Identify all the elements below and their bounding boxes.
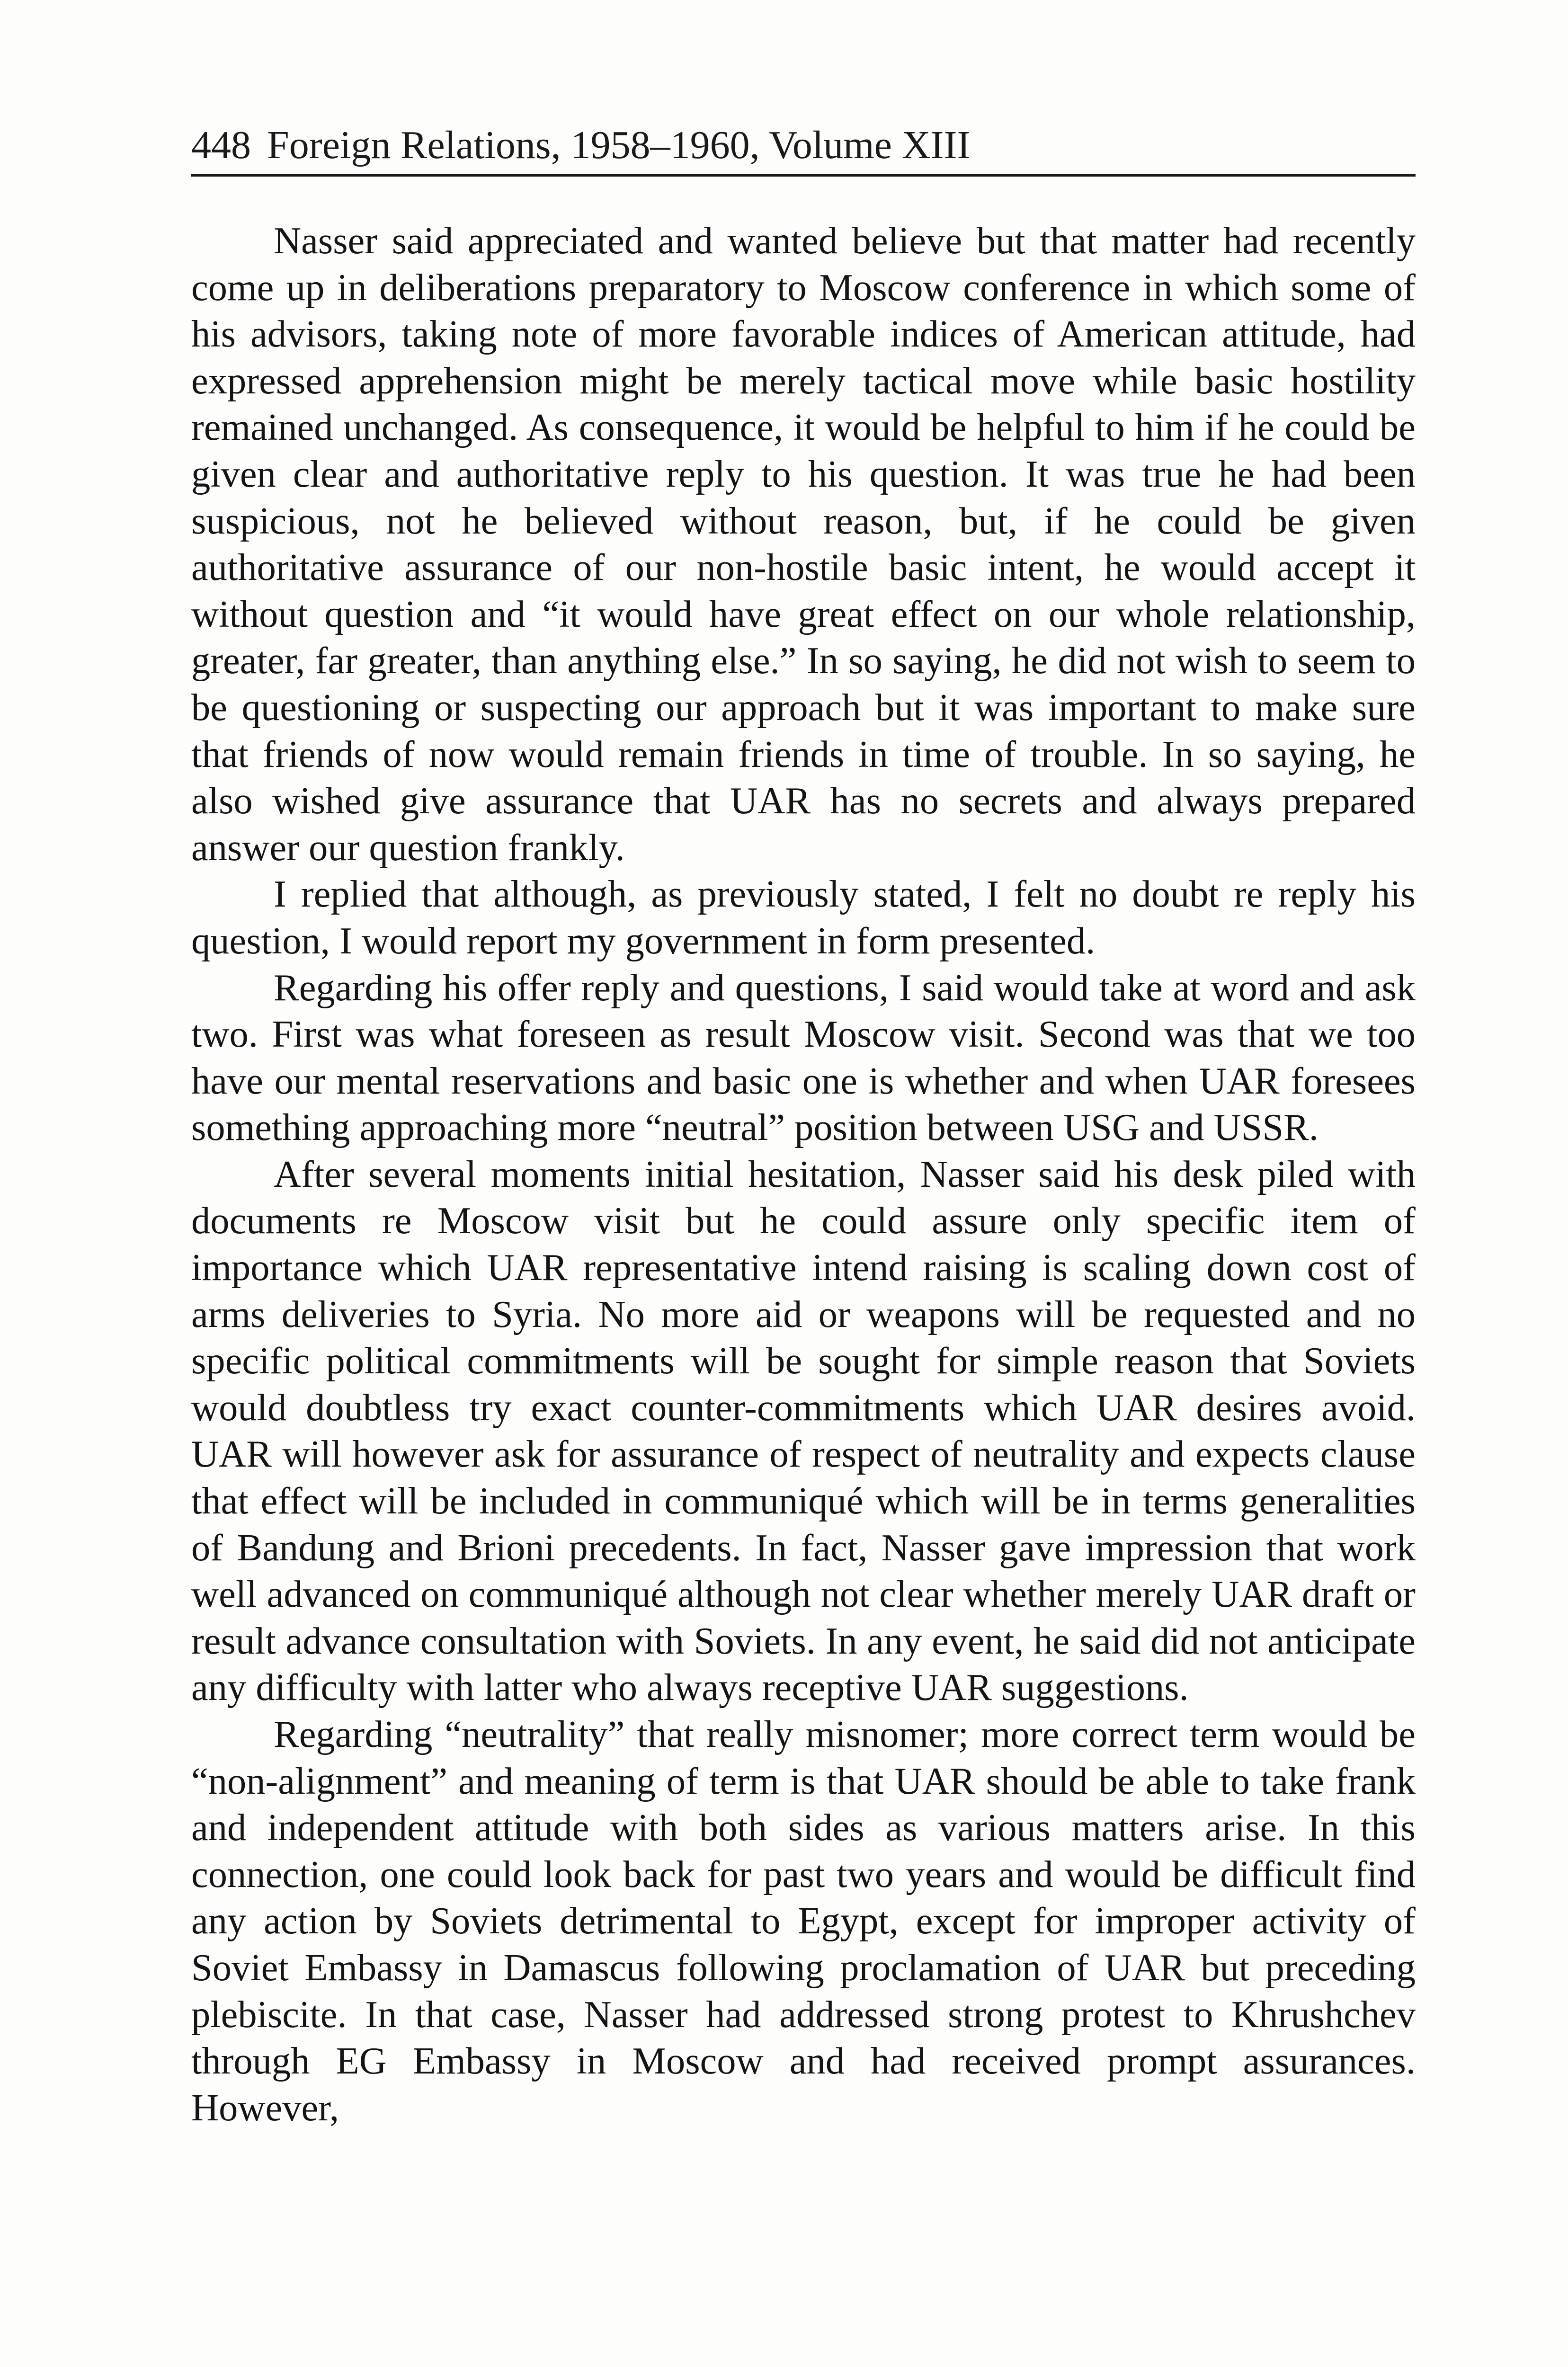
paragraph-2: I replied that although, as previously stated, I felt no doubt re reply his question, I would report my government in form presented. [191, 873, 1416, 962]
paragraph-3: Regarding his offer reply and questions, I said would take at word and ask two. First was what foreseen as result Moscow visit. Second was that we too have our mental reservations and basic one is whether and when UAR foresees something approaching more “neutral” position between USG and USSR. [191, 966, 1416, 1149]
body-text [191, 218, 1416, 2131]
volume-title: Foreign Relations, 1958–1960, Volume XIII [267, 123, 971, 167]
paragraph-5: Regarding “neutrality” that really misnomer; more correct term would be “non-alignment” and meaning of term is that UAR should be able to take frank and independent attitude with both sides as various matters arise. In this connection, one could look back for past two years and would be difficult find any action by Soviets detrimental to Egypt, except for improper activity of Soviet Embassy in Damascus following proclamation of UAR but preceding plebiscite. In that case, Nasser had addressed strong protest to Khrushchev through EG Embassy in Moscow and had received prompt assurances. However, [191, 1713, 1416, 2129]
running-header [191, 122, 1416, 177]
paragraph-4: After several moments initial hesitation, Nasser said his desk piled with documents re Moscow visit but he could assure only specific item of importance which UAR representative intend raising is scaling down cost of arms deliveries to Syria. No more aid or weapons will be requested and no specific political commitments will be sought for simple reason that Soviets would doubtless try exact counter-commitments which UAR desires avoid. UAR will however ask for assurance of respect of neutrality and expects clause that effect will be included in communiqué which will be in terms generalities of Bandung and Brioni precedents. In fact, Nasser gave impression that work well advanced on communiqué although not clear whether merely UAR draft or result advance consultation with Soviets. In any event, he said did not anticipate any difficulty with latter who always receptive UAR suggestions. [191, 1153, 1416, 1709]
paragraph-1: Nasser said appreciated and wanted believe but that matter had recently come up in deliberations preparatory to Moscow conference in which some of his advisors, taking note of more favorable indices of American attitude, had expressed apprehension might be merely tactical move while basic hostility remained unchanged. As consequence, it would be helpful to him if he could be given clear and authoritative reply to his question. It was true he had been suspicious, not he believed without reason, but, if he could be given authoritative assurance of our non-hostile basic intent, he would accept it without question and “it would have great effect on our whole relationship, greater, far greater, than anything else.” In so saying, he did not wish to seem to be questioning or suspecting our approach but it was important to make sure that friends of now would remain friends in time of trouble. In so saying, he also wished give assurance that UAR has no secrets and always prepared answer our question frankly. [191, 220, 1416, 869]
page-number: 448 [191, 123, 251, 167]
